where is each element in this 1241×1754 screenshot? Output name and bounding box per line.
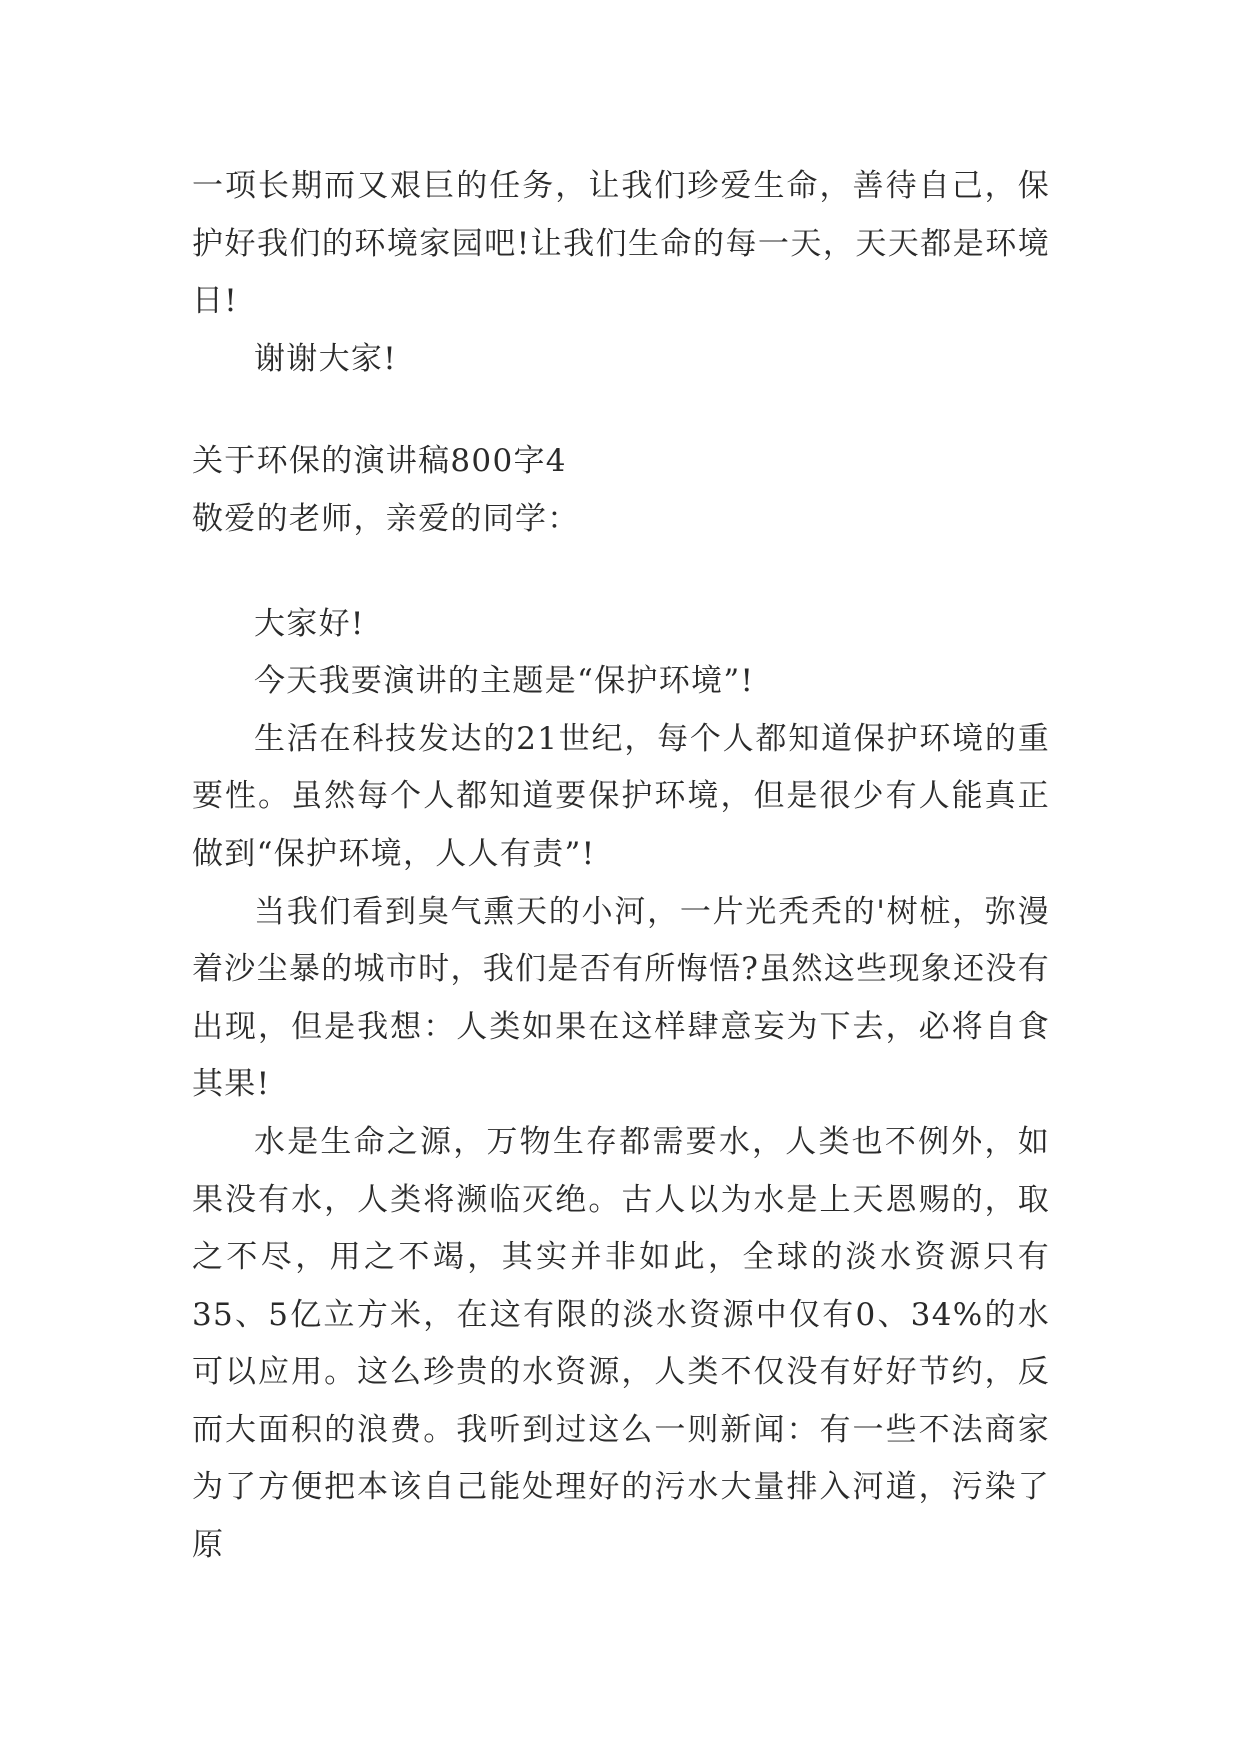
body-paragraph: 当我们看到臭气熏天的小河，一片光秃秃的'树桩，弥漫着沙尘暴的城市时，我们是否有所悔悟?虽然这些现象还没有出现，但是我想：人类如果在这样肆意妄为下去，必将自食其果! <box>192 893 1050 1103</box>
body-paragraph: 生活在科技发达的21世纪，每个人都知道保护环境的重要性。虽然每个人都知道要保护环境，但是很少有人能真正做到“保护环境，人人有责”! <box>192 720 1050 872</box>
body-paragraph: 今天我要演讲的主题是“保护环境”! <box>254 663 755 700</box>
body-paragraph: 水是生命之源，万物生存都需要水，人类也不例外，如果没有水，人类将濒临灭绝。古人以为水是上天恩赐的，取之不尽，用之不竭，其实并非如此，全球的淡水资源只有35、5亿立方米，在这有限的淡水资源中仅有0、34%的水可以应用。这么珍贵的水资源，人类不仅没有好好节约，反而大面积的浪费。我听到过这么一则新闻：有一些不法商家为了方便把本该自己能处理好的污水大量排入河道，污染了原 <box>192 1123 1050 1564</box>
salutation: 敬爱的老师，亲爱的同学： <box>192 500 580 537</box>
closing-line: 谢谢大家! <box>254 340 397 377</box>
greeting: 大家好! <box>254 605 365 642</box>
continuation-paragraph: 一项长期而又艰巨的任务，让我们珍爱生命，善待自己，保护好我们的环境家园吧!让我们生命的每一天，天天都是环境日! <box>192 168 1050 320</box>
document-body <box>192 158 1050 1575</box>
section-title: 关于环保的演讲稿800字4 <box>192 443 567 480</box>
